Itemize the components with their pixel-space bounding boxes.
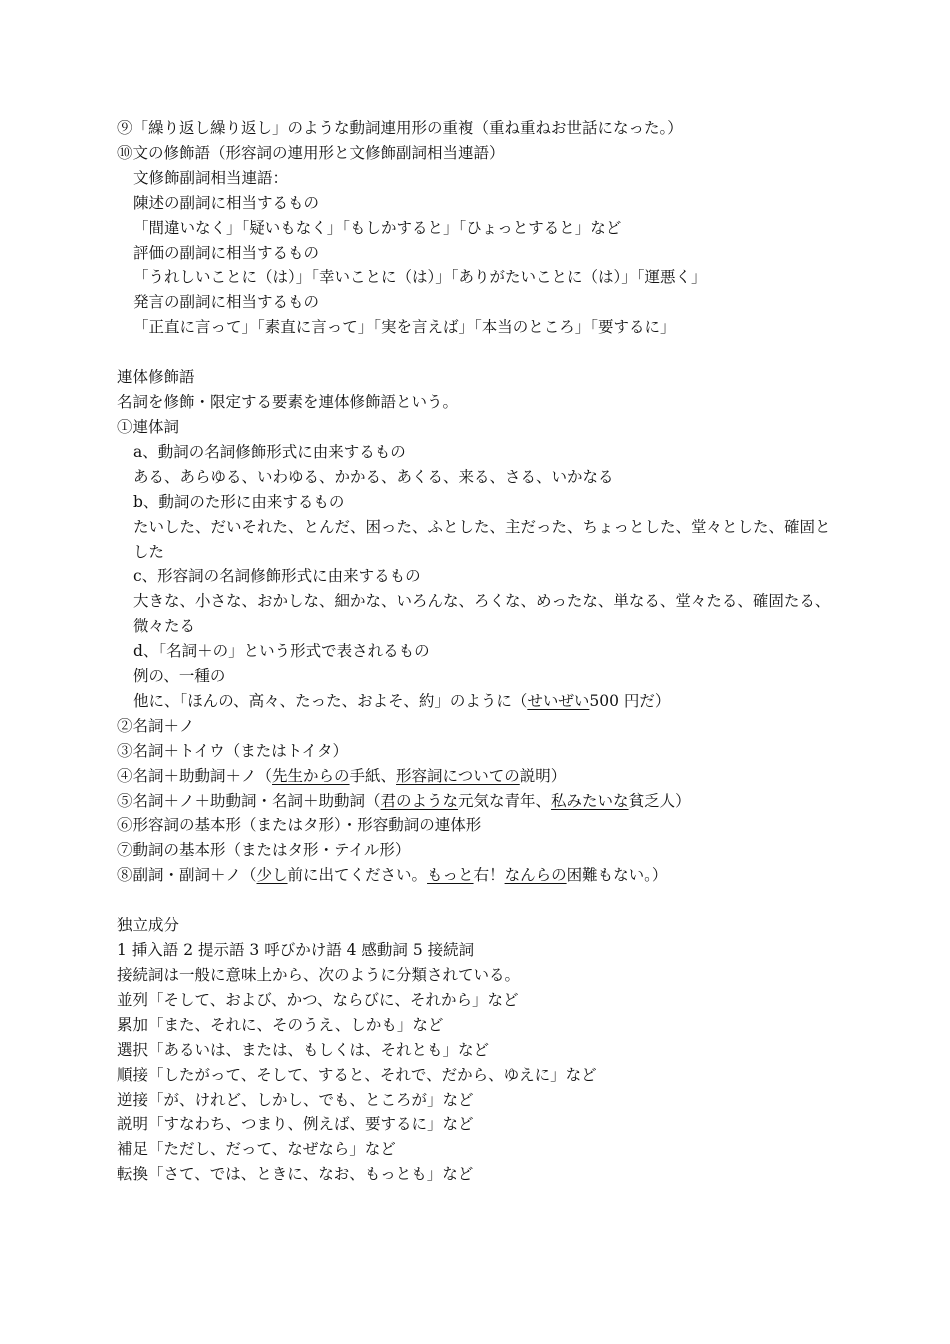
conjunction-consequential: 順接「したがって、そして、すると、それで、だから、ゆえに」など [117,1065,597,1084]
item-5: ⑤名詞＋ノ＋助動詞・名詞＋助動詞（君のような元気な青年、私みたいな貧乏人） [117,791,691,810]
section-heading-rentai: 連体修飾語 [117,368,195,387]
conjunction-additive: 累加「また、それに、そのうえ、しかも」など [117,1015,444,1034]
item-a-label: a、動詞の名詞修飾形式に由来するもの [133,442,406,461]
section-heading-dokuritsu: 独立成分 [117,916,180,935]
conjunction-explanatory: 説明「すなわち、つまり、例えば、要するに」など [117,1115,474,1134]
item-2: ②名詞＋ノ [117,716,195,735]
item-d-example: 例の、一種の [133,667,226,686]
item-1: ①連体詞 [117,417,180,436]
conjunction-intro: 接続詞は一般に意味上から、次のように分類されている。 [117,966,521,984]
conjunction-alternative: 選択「あるいは、または、もしくは、それとも」など [117,1040,490,1059]
evaluative-adverb-examples: 「うれしいことに（は）」「幸いことに（は）」「ありがたいことに（は）」「運悪く」 [133,268,707,287]
underlined-phrase: なんらの [504,866,567,885]
conjunction-parallel: 並列「そして、および、かつ、ならびに、それから」など [117,990,519,1009]
item-9: ⑨「繰り返し繰り返し」のような動詞連用形の重複（重ね重ねお世話になった。） [117,119,683,137]
underlined-phrase: せいぜい [527,691,590,710]
item-c-label: c、形容詞の名詞修飾形式に由来するもの [133,567,421,586]
item-b-label: b、動詞のた形に由来するもの [133,492,345,511]
underlined-phrase: 私みたいな [551,791,629,810]
item-10: ⑩文の修飾語（形容詞の連用形と文修飾副詞相当連語） [117,143,505,162]
conjunction-adversative: 逆接「が、けれど、しかし、でも、ところが」など [117,1090,474,1109]
item-6: ⑥形容詞の基本形（またはタ形）・形容動詞の連体形 [117,816,482,835]
speech-adverb-label: 発言の副詞に相当するもの [133,293,320,312]
conjunction-transitional: 転換「さて、では、ときに、なお、もっとも」など [117,1165,474,1184]
item-d-label: d、「名詞＋の」という形式で表されるもの [133,642,430,661]
item-c-text: 大きな、小さな、おかしな、細かな、いろんな、ろくな、めったな、単なる、堂々たる、確固たる、微々たる [133,592,831,636]
sentence-adverb-heading: 文修飾副詞相当連語： [133,168,289,187]
section-intro-rentai: 名詞を修飾・限定する要素を連体修飾語という。 [117,393,459,412]
item-b-text: たいした、だいそれた、とんだ、困った、ふとした、主だった、ちょっとした、堂々とした、確固とした [133,517,831,561]
item-d-other: 他に、「ほんの、高々、たった、およそ、約」のように（せいぜい500 円だ） [133,691,671,710]
spacer [117,340,837,365]
item-3: ③名詞＋トイウ（またはトイタ） [117,741,348,760]
declarative-adverb-label: 陳述の副詞に相当するもの [133,193,320,212]
underlined-phrase: もっと [427,866,474,885]
item-a-text: ある、あらゆる、いわゆる、かかる、あくる、来る、さる、いかなる [133,467,614,486]
declarative-adverb-examples: 「間違いなく」「疑いもなく」「もしかすると」「ひょっとすると」など [133,218,622,237]
item-7: ⑦動詞の基本形（またはタ形・テイル形） [117,841,411,860]
evaluative-adverb-label: 評価の副詞に相当するもの [133,243,320,262]
document-body [117,116,837,1187]
underlined-phrase: 先生からの [272,766,350,785]
underlined-phrase: 君のような [380,791,459,810]
speech-adverb-examples: 「正直に言って」「素直に言って」「実を言えば」「本当のところ」「要するに」 [133,318,676,337]
spacer [117,888,837,913]
underlined-phrase: 形容詞についての [396,766,520,785]
component-types: 1 挿入語 2 提示語 3 呼びかけ語 4 感動詞 5 接続詞 [117,941,475,960]
item-8: ⑧副詞・副詞＋ノ（少し前に出てください。もっと右！なんらの困難もない。） [117,866,668,885]
item-4: ④名詞＋助動詞＋ノ（先生からの手紙、形容詞についての説明） [117,766,567,785]
conjunction-supplementary: 補足「ただし、だって、なぜなら」など [117,1140,396,1159]
underlined-phrase: 少し [256,866,288,885]
